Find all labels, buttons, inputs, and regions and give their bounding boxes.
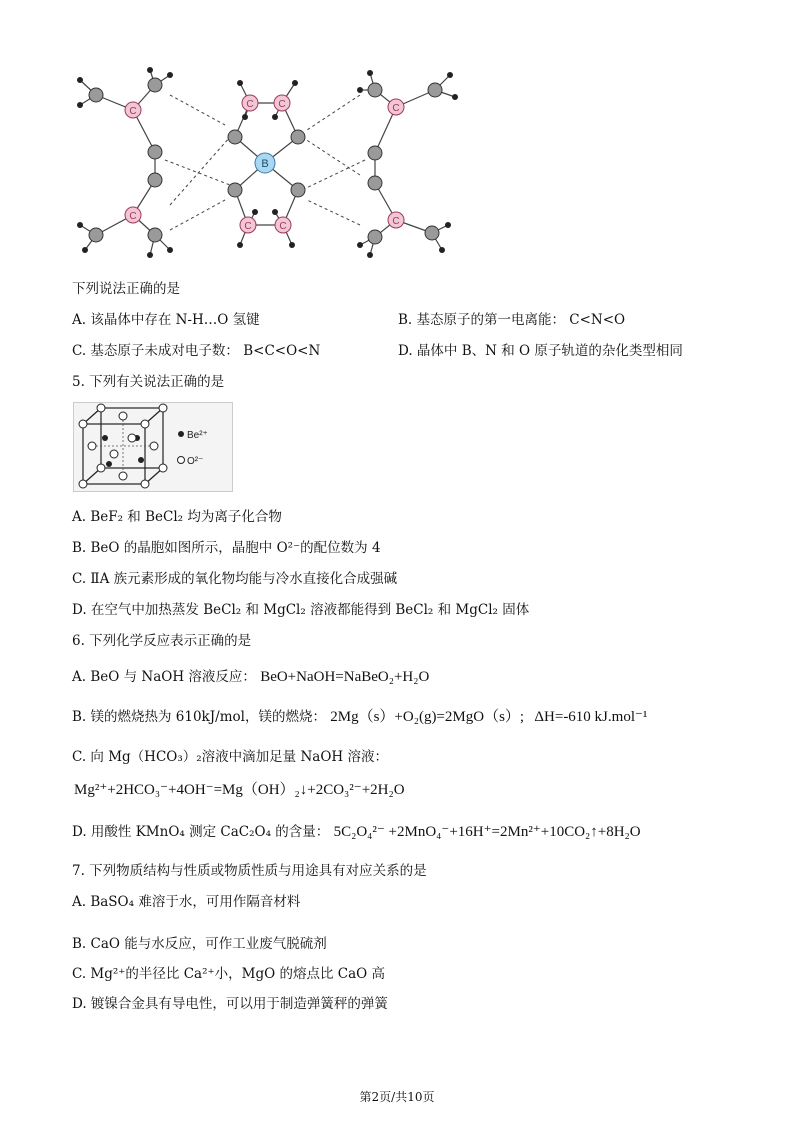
- q7-option-b: B. CaO 能与水反应，可作工业废气脱硫剂: [72, 936, 327, 952]
- q6-option-d: [72, 820, 641, 841]
- q4-option-c: C. 基态原子未成对电子数： B<C<O<N: [72, 343, 321, 359]
- q6-stem: 6. 下列化学反应表示正确的是: [72, 633, 252, 649]
- carbon-label: C: [129, 106, 137, 117]
- q6-option-b-equation: 2Mg（s）+O₂(g)=2MgO（s）;: [330, 709, 525, 725]
- q6-option-d-equation: 5C₂O₄²⁻ +2MnO₄⁻+16H⁺=2Mn²⁺+10CO₂↑+8H₂O: [333, 824, 641, 840]
- q6-option-c-equation: Mg²⁺+2HCO₃⁻+4OH⁻=Mg（OH）₂↓+2CO₃²⁻+2H₂O: [74, 782, 405, 798]
- q5-option-c: C. ⅡA 族元素形成的氧化物均能与冷水直接化合成强碱: [72, 571, 398, 587]
- beo-unit-cell-figure: [73, 402, 233, 492]
- q6-option-a-text: A. BeO 与 NaOH 溶液反应：: [72, 669, 256, 685]
- carbon-label: C: [279, 221, 287, 232]
- boron-label: B: [261, 158, 269, 170]
- q4-option-d: D. 晶体中 B、N 和 O 原子轨道的杂化类型相同: [398, 343, 683, 359]
- legend-o-label: O²⁻: [187, 456, 204, 467]
- q6-option-a-equation: BeO+NaOH=NaBeO₂+H₂O: [260, 669, 430, 685]
- q7-option-d: D. 镀镍合金具有导电性，可以用于制造弹簧秤的弹簧: [72, 996, 388, 1012]
- q6-option-a: [72, 665, 429, 686]
- q4-option-a: A. 该晶体中存在 N-H…O 氢键: [72, 312, 260, 328]
- q7-option-a: A. BaSO₄ 难溶于水，可用作隔音材料: [72, 894, 301, 910]
- crystal-structure-figure: [70, 65, 470, 265]
- page-number: 第2页/共10页: [359, 1090, 435, 1104]
- carbon-label: C: [129, 211, 137, 222]
- q5-stem: 5. 下列有关说法正确的是: [72, 374, 225, 390]
- q6-option-b: [72, 705, 647, 726]
- q6-option-b-enthalpy: ΔH=-610 kJ.mol⁻¹: [534, 709, 648, 725]
- legend-be-label: Be²⁺: [187, 430, 208, 441]
- q5-option-a: A. BeF₂ 和 BeCl₂ 均为离子化合物: [72, 509, 282, 525]
- q4-option-b: B. 基态原子的第一电离能： C<N<O: [398, 312, 626, 328]
- carbon-label: C: [392, 103, 400, 114]
- q6-option-c-text: C. 向 Mg（HCO₃）₂溶液中滴加足量 NaOH 溶液：: [72, 749, 388, 765]
- carbon-label: C: [244, 221, 252, 232]
- q5-option-d: D. 在空气中加热蒸发 BeCl₂ 和 MgCl₂ 溶液都能得到 BeCl₂ 和 MgCl₂ 固体: [72, 602, 530, 618]
- carbon-label: C: [278, 99, 286, 110]
- q6-option-b-text: B. 镁的燃烧热为 610kJ/mol，镁的燃烧：: [72, 709, 326, 725]
- q7-option-c: C. Mg²⁺的半径比 Ca²⁺小，MgO 的熔点比 CaO 高: [72, 966, 385, 982]
- q7-stem: 7. 下列物质结构与性质或物质性质与用途具有对应关系的是: [72, 863, 427, 879]
- q5-option-b: B. BeO 的晶胞如图所示，晶胞中 O²⁻的配位数为 4: [72, 540, 381, 556]
- carbon-label: C: [246, 99, 254, 110]
- carbon-label: C: [392, 216, 400, 227]
- q6-option-d-text: D. 用酸性 KMnO₄ 测定 CaC₂O₄ 的含量：: [72, 824, 330, 840]
- q4-stem: 下列说法正确的是: [72, 281, 180, 297]
